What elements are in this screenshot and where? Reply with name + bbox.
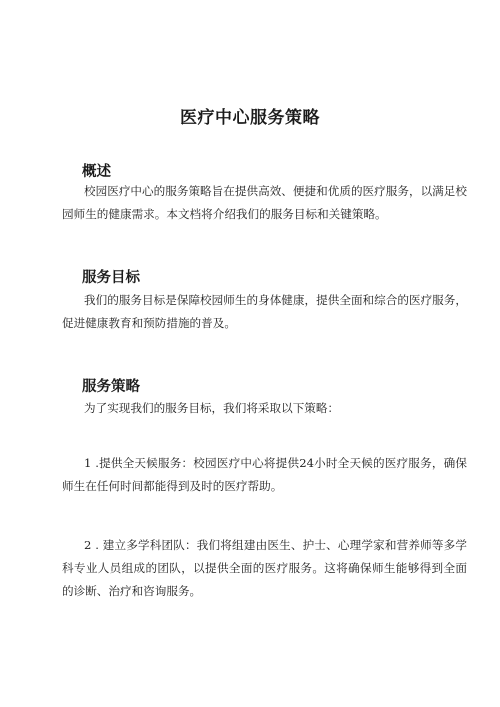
service-goals-paragraph: 我们的服务目标是保障校园师生的身体健康，提供全面和综合的医疗服务，促进健康教育和预防措施的普及。 — [62, 293, 467, 330]
document-title: 医疗中心服务策略 — [180, 108, 320, 128]
section-heading-overview: 概述 — [82, 164, 111, 180]
section-heading-service-strategy: 服务策略 — [82, 379, 140, 395]
strategy-item-1: 1 .提供全天候服务：校园医疗中心将提供24小时全天候的医疗服务，确保师生在任何时间都能得到及时的医疗帮助。 — [62, 456, 467, 493]
strategy-intro-paragraph: 为了实现我们的服务目标，我们将采取以下策略： — [84, 401, 340, 415]
section-heading-service-goals: 服务目标 — [82, 270, 140, 286]
strategy-item-2: 2 . 建立多学科团队：我们将组建由医生、护士、心理学家和营养师等多学科专业人员组成的团队，以提供全面的医疗服务。这将确保师生能够得到全面的诊断、治疗和咨询服务。 — [62, 538, 467, 598]
overview-paragraph: 校园医疗中心的服务策略旨在提供高效、便捷和优质的医疗服务，以满足校园师生的健康需求。本文档将介绍我们的服务目标和关键策略。 — [62, 184, 467, 221]
